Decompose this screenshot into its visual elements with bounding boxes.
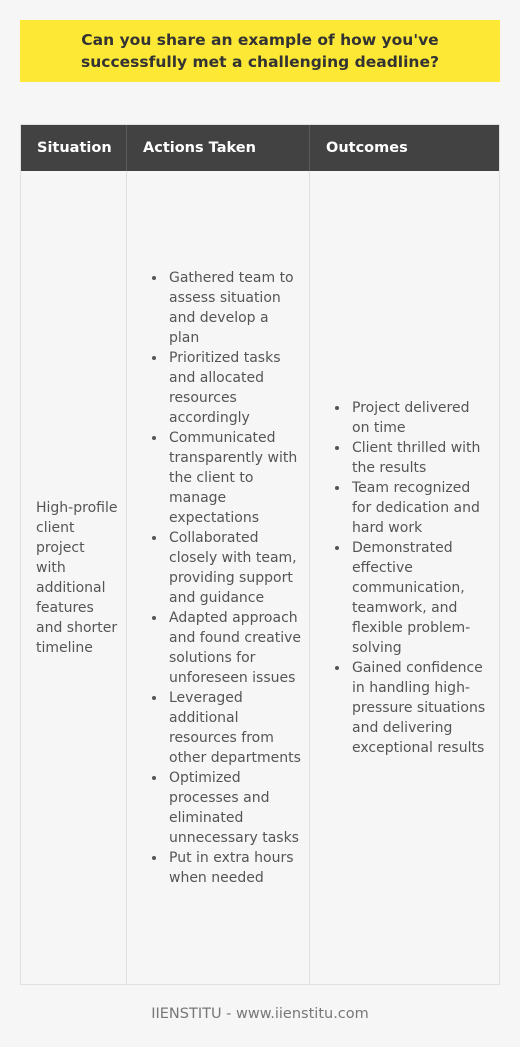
table-header-row <box>21 125 499 171</box>
header-outcomes: Outcomes <box>326 140 408 156</box>
page-title: Can you share an example of how you've successfully met a challenging deadline? <box>20 20 500 82</box>
list-item: • Project delivered on time <box>350 398 491 438</box>
list-item: • Team recognized for dedication and hard work <box>350 478 491 538</box>
list-item: • Put in extra hours when needed <box>167 848 301 888</box>
list-item: • Client thrilled with the results <box>350 438 491 478</box>
footer-credit: IIENSTITU - www.iienstitu.com <box>151 1006 369 1022</box>
actions-list <box>127 268 309 888</box>
outcomes-list <box>310 398 499 758</box>
list-item: • Prioritized tasks and allocated resources accordingly <box>167 348 301 428</box>
list-item: • Demonstrated effective communication, teamwork, and flexible problem-solving <box>350 538 491 658</box>
list-item: • Communicated transparently with the client to manage expectations <box>167 428 301 528</box>
list-item: • Gained confidence in handling high-pressure situations and delivering exceptional results <box>350 658 491 758</box>
situation-text: High-profile client project with additional features and shorter timeline <box>36 499 118 656</box>
header-actions-taken: Actions Taken <box>127 125 310 171</box>
table-row <box>21 171 499 984</box>
list-item: • Optimized processes and eliminated unnecessary tasks <box>167 768 301 848</box>
outcomes-cell <box>310 171 499 984</box>
list-item: • Collaborated closely with team, providing support and guidance <box>167 528 301 608</box>
list-item: • Gathered team to assess situation and develop a plan <box>167 268 301 348</box>
header-situation: Situation <box>21 125 127 171</box>
actions-cell <box>127 171 310 984</box>
situation-cell <box>21 171 127 984</box>
list-item: • Leveraged additional resources from other departments <box>167 688 301 768</box>
list-item: • Adapted approach and found creative solutions for unforeseen issues <box>167 608 301 688</box>
example-table <box>20 124 500 985</box>
